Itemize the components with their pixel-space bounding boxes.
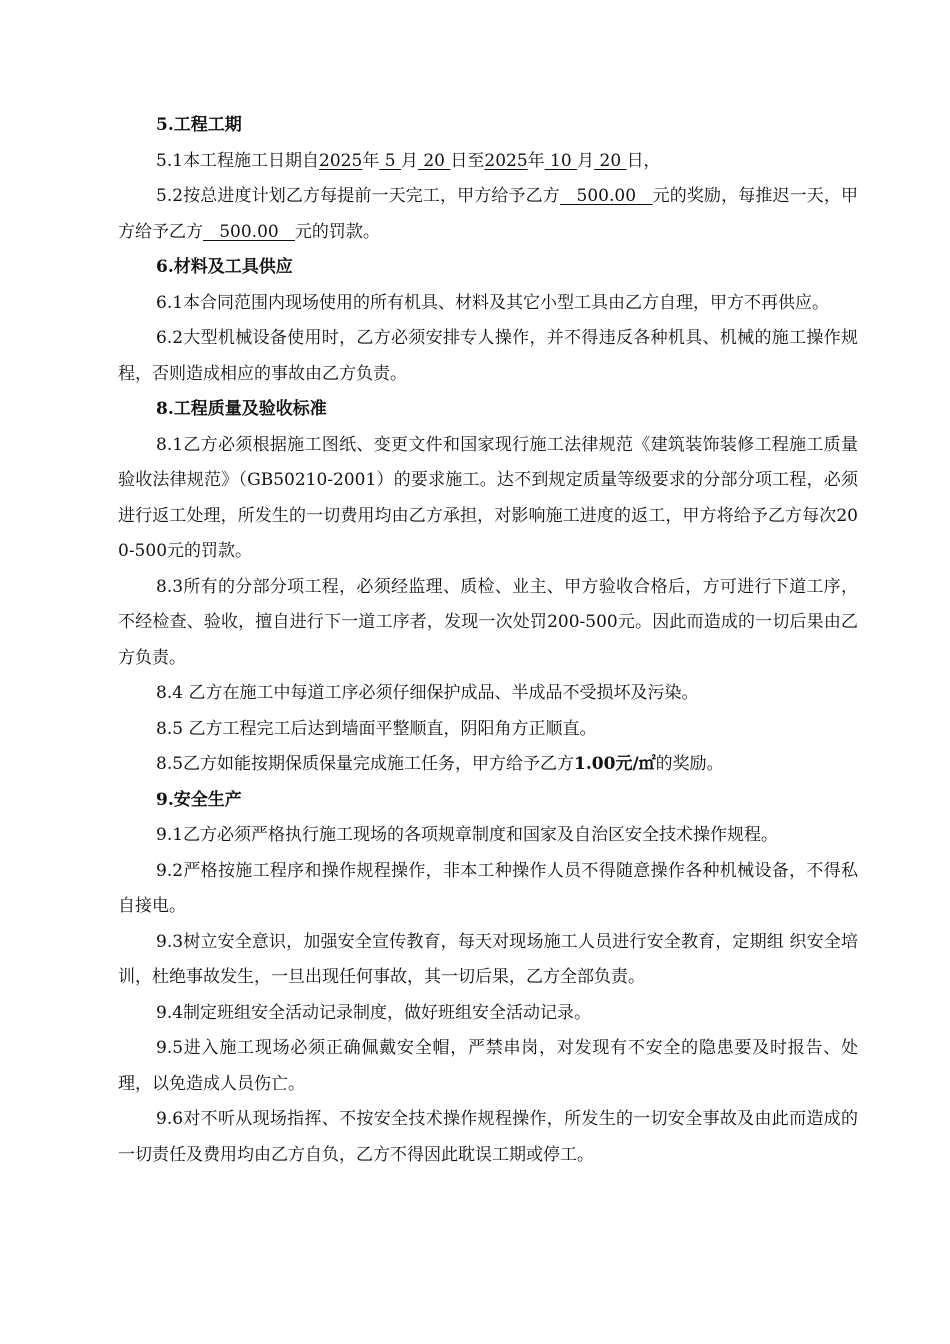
text: 月 [577, 150, 595, 171]
paragraph-6-1: 6.1本合同范围内现场使用的所有机具、材料及其它小型工具由乙方自理，甲方不再供应。 [156, 292, 830, 313]
section-heading-9: 9.安全生产 [156, 789, 242, 810]
unit-reward: 1.00元/㎡ [574, 754, 656, 774]
paragraph-9-3: 9.3树立安全意识，加强安全宣传教育，每天对现场施工人员进行安全教育，定期组 织安全培训，杜绝事故发生，一旦出现任何事故，其一切后果，乙方全部负责。 [118, 931, 858, 987]
start-year: 2025 [319, 150, 363, 171]
text: 元的奖励，每推迟一天，甲方给予乙方 [118, 186, 858, 242]
section-heading-5: 5.工程工期 [156, 115, 242, 135]
text: 日至 [450, 150, 485, 171]
end-day: 20 [594, 150, 627, 171]
start-day: 20 [417, 150, 451, 171]
text: 8.5乙方如能按期保质保量完成施工任务，甲方给予乙方 [156, 754, 575, 774]
text: 5.1本工程施工日期自 [156, 150, 320, 171]
end-month: 10 [544, 150, 578, 171]
paragraph-8-1: 8.1乙方必须根据施工图纸、变更文件和国家现行施工法律规范《建筑装饰装修工程施工质量验收法律规范》（GB50210-2001）的要求施工。达不到规定质量等级要求的分部分项工程，必须进行返工处理，所发生的一切费用均由乙方承担，对影响施工进度的返工，甲方将给予乙方每次200-500元的罚款。 [118, 434, 858, 561]
text: 年 [362, 150, 380, 171]
paragraph-9-6: 9.6对不听从现场指挥、不按安全技术操作规程操作，所发生的一切安全事故及由此而造成的一切责任及费用均由乙方自负，乙方不得因此耽误工期或停工。 [118, 1109, 858, 1165]
section-heading-6: 6.材料及工具供应 [156, 257, 293, 277]
section-heading-8: 8.工程质量及验收标准 [156, 399, 327, 419]
text: 元的罚款。 [294, 221, 380, 242]
paragraph-9-4: 9.4制定班组安全活动记录制度，做好班组安全活动记录。 [156, 1002, 592, 1023]
paragraph-6-2: 6.2大型机械设备使用时，乙方必须安排专人操作，并不得违反各种机具、机械的施工操作规程，否则造成相应的事故由乙方负责。 [118, 328, 858, 384]
paragraph-8-3: 8.3所有的分部分项工程，必须经监理、质检、业主、甲方验收合格后，方可进行下道工序，不经检查、验收，擅自进行下一道工序者，发现一次处罚200-500元。因此而造成的一切后果由乙方负责。 [118, 576, 858, 668]
text: 5.2按总进度计划乙方每提前一天完工，甲方给予乙方 [156, 186, 560, 206]
paragraph-9-2: 9.2严格按施工程序和操作规程操作，非本工种操作人员不得随意操作各种机械设备，不得私自接电。 [118, 860, 858, 916]
text: 年 [527, 150, 545, 171]
paragraph-5-1 [118, 144, 858, 180]
reward-amount: 500.00 [559, 186, 653, 206]
paragraph-8-4: 8.4 乙方在施工中每道工序必须仔细保护成品、半成品不受损坏及污染。 [156, 683, 699, 703]
text: 日， [626, 150, 661, 171]
text: 的奖励。 [655, 754, 724, 774]
text: 月 [400, 150, 418, 171]
paragraph-9-5: 9.5进入施工现场必须正确佩戴安全帽，严禁串岗，对发现有不安全的隐患要及时报告、处理，以免造成人员伤亡。 [118, 1038, 858, 1094]
paragraph-5-2 [118, 179, 858, 250]
document-page [118, 108, 858, 1173]
paragraph-8-5: 8.5 乙方工程完工后达到墙面平整顺直，阴阳角方正顺直。 [156, 718, 597, 739]
paragraph-9-1: 9.1乙方必须严格执行施工现场的各项规章制度和国家及自治区安全技术操作规程。 [156, 825, 779, 845]
start-month: 5 [379, 150, 401, 171]
end-year: 2025 [484, 150, 528, 171]
paragraph-8-5b [118, 747, 858, 783]
penalty-amount: 500.00 [203, 221, 295, 242]
